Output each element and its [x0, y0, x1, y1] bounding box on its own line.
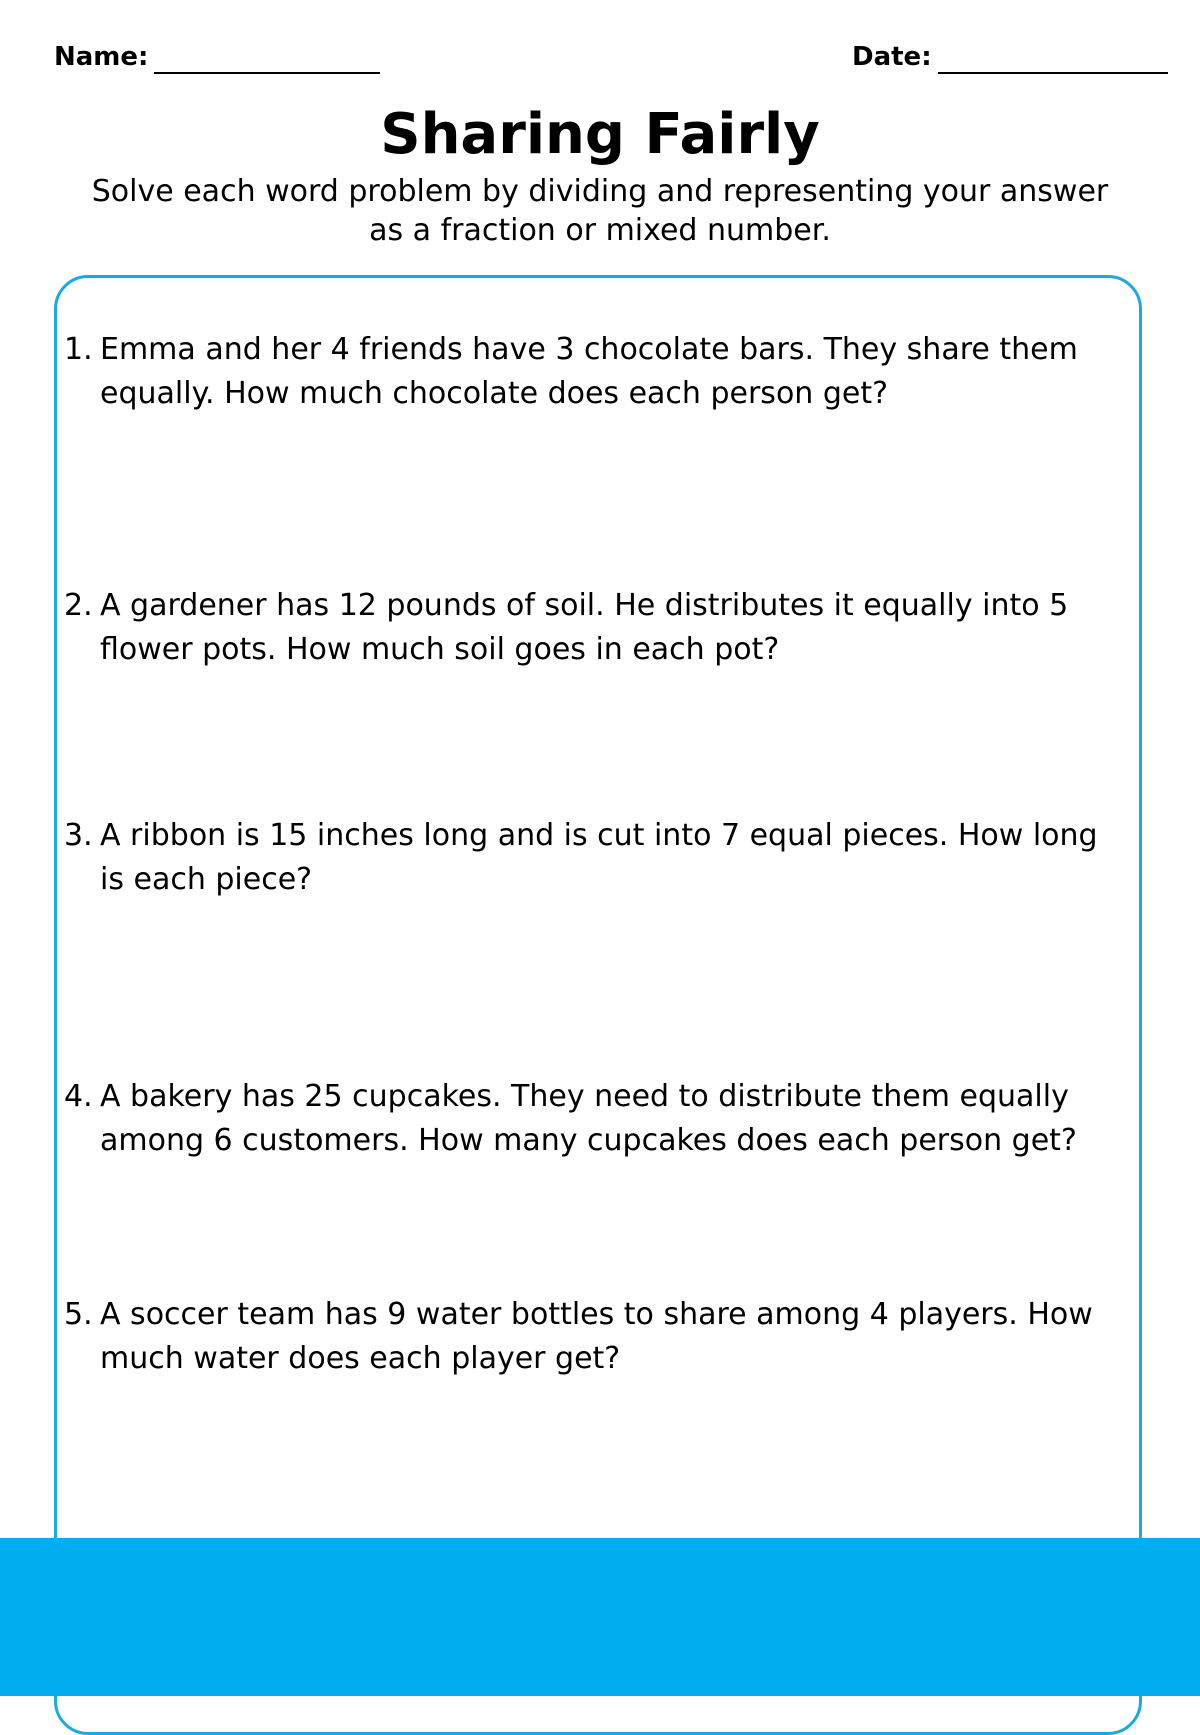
problem-text: Emma and her 4 friends have 3 chocolate bars. They share them equally. How much chocolate does each person get?: [100, 332, 1078, 411]
footer-band: [0, 1538, 1200, 1696]
problem-text: A soccer team has 9 water bottles to share among 4 players. How much water does each player get?: [100, 1297, 1093, 1376]
problem-number: 3.: [64, 818, 93, 853]
problem-text: A ribbon is 15 inches long and is cut into 7 equal pieces. How long is each piece?: [100, 818, 1098, 897]
problem-4: [64, 1075, 1124, 1163]
problem-3: [64, 814, 1124, 902]
problem-box: [54, 275, 1142, 1735]
problem-2: [64, 584, 1124, 672]
name-field[interactable]: [54, 40, 380, 74]
date-label: Date:: [852, 42, 932, 72]
problem-text: A bakery has 25 cupcakes. They need to distribute them equally among 6 customers. How many cupcakes does each person get?: [100, 1079, 1077, 1158]
problem-5: [64, 1293, 1124, 1381]
name-line[interactable]: [154, 50, 380, 74]
page-title: Sharing Fairly: [380, 102, 820, 167]
date-line[interactable]: [938, 50, 1168, 74]
problem-number: 2.: [64, 588, 93, 623]
date-field[interactable]: [852, 40, 1168, 74]
problem-number: 5.: [64, 1297, 93, 1332]
name-label: Name:: [54, 42, 149, 72]
problem-number: 4.: [64, 1079, 93, 1114]
problem-text: A gardener has 12 pounds of soil. He distributes it equally into 5 flower pots. How much soil goes in each pot?: [100, 588, 1069, 667]
instructions: Solve each word problem by dividing and representing your answer as a fraction or mixed number.: [91, 174, 1109, 248]
problem-number: 1.: [64, 332, 93, 367]
problem-1: [64, 328, 1124, 416]
